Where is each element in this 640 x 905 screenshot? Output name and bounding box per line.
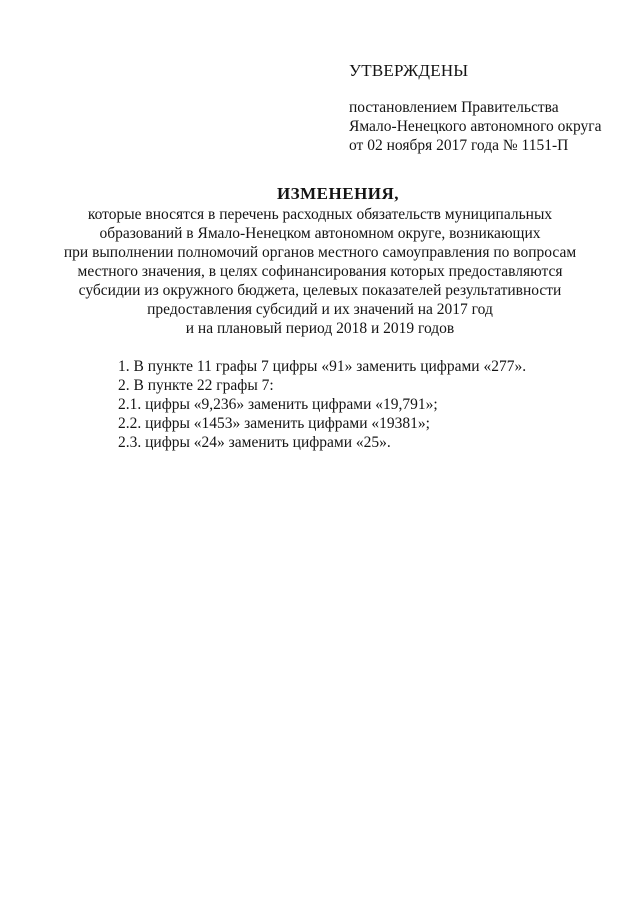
amendment-item: 2.1. цифры «9,236» заменить цифрами «19,791»; [118, 396, 438, 413]
approval-line-date-number: от 02 ноября 2017 года № 1151-П [349, 137, 569, 154]
approval-line-resolution: постановлением Правительства [349, 99, 559, 116]
subtitle-line: и на плановый период 2018 и 2019 годов [185, 320, 455, 337]
subtitle-line: местного значения, в целях софинансирования которых предоставляются [77, 263, 563, 280]
subtitle-line: которые вносятся в перечень расходных обязательств муниципальных [87, 206, 553, 223]
amendment-item: 1. В пункте 11 графы 7 цифры «91» заменить цифрами «277». [118, 358, 527, 375]
amendment-item: 2.2. цифры «1453» заменить цифрами «19381»; [118, 415, 430, 432]
approval-line-government: Ямало-Ненецкого автономного округа [349, 118, 602, 135]
amendment-list [118, 357, 618, 452]
approval-title: УТВЕРЖДЕНЫ [349, 61, 469, 80]
subtitle-line: при выполнении полномочий органов местного самоуправления по вопросам [63, 244, 577, 261]
subtitle-line: образований в Ямало-Ненецком автономном округе, возникающих [99, 225, 541, 242]
subtitle-line: предоставления субсидий и их значений на 2017 год [147, 301, 493, 318]
document-subtitle [0, 205, 640, 338]
subtitle-line: субсидии из окружного бюджета, целевых показателей результативности [78, 282, 562, 299]
amendment-item: 2.3. цифры «24» заменить цифрами «25». [118, 434, 391, 451]
approval-stamp-block [349, 60, 629, 155]
document-heading [0, 183, 640, 338]
document-title: ИЗМЕНЕНИЯ, [276, 184, 400, 203]
approval-details [349, 98, 629, 155]
amendment-item: 2. В пункте 22 графы 7: [118, 377, 274, 394]
